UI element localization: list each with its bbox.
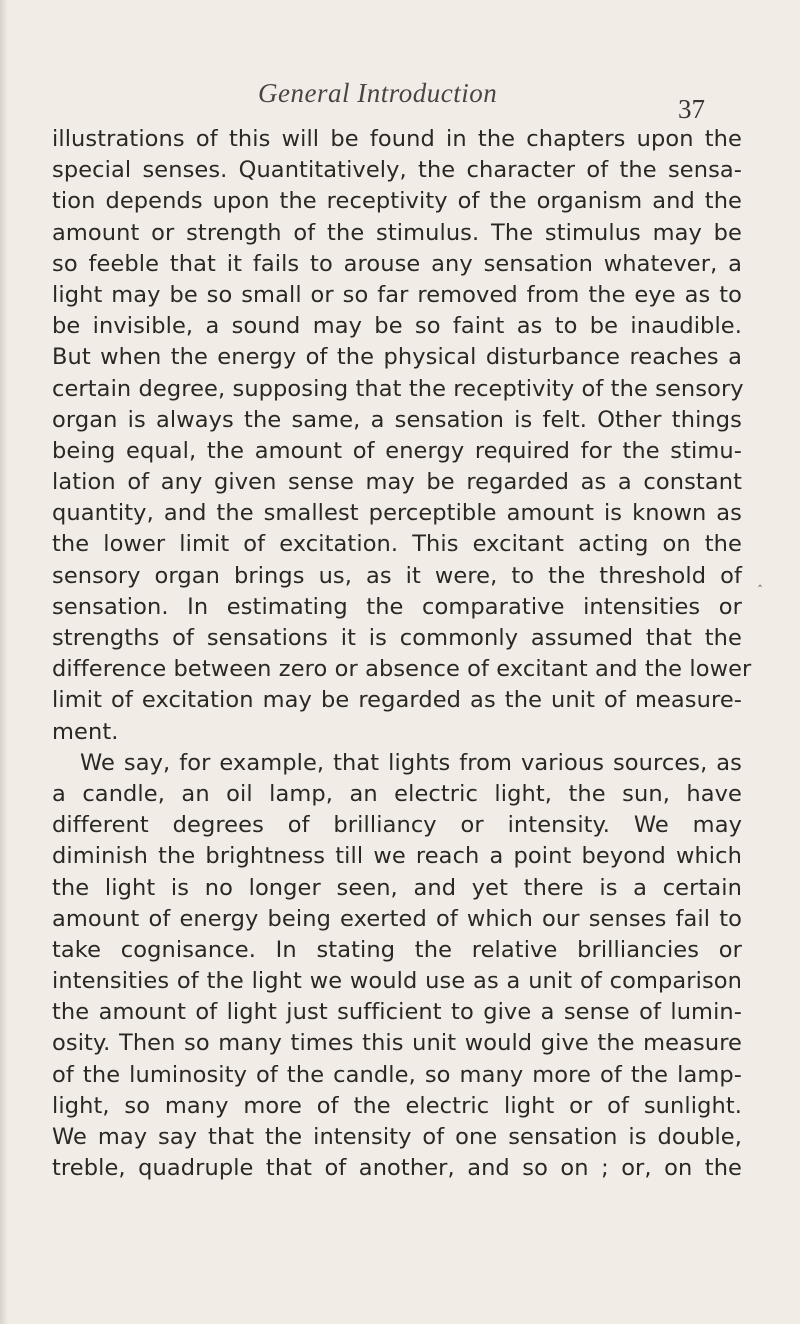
paragraph-1 bbox=[52, 124, 752, 748]
text-line: limit of excitation may be regarded as the unit of measure- bbox=[52, 687, 742, 714]
text-line: different degrees of brilliancy or intensity. We may bbox=[52, 812, 742, 839]
running-head: General Introduction bbox=[258, 78, 498, 108]
text-line: tion depends upon the receptivity of the organism and the bbox=[52, 188, 742, 215]
text-line: be invisible, a sound may be so faint as to be inaudible. bbox=[52, 313, 742, 340]
text-line: osity. Then so many times this unit would give the measure bbox=[52, 1030, 742, 1057]
text-line: treble, quadruple that of another, and so on ; or, on the bbox=[52, 1155, 742, 1182]
text-line: amount of energy being exerted of which our senses fail to bbox=[52, 905, 742, 932]
page-number: 37 bbox=[678, 94, 705, 124]
text-line: We may say that the intensity of one sensation is double, bbox=[52, 1124, 742, 1150]
text-line: certain degree, supposing that the receptivity of the sensory bbox=[52, 375, 744, 402]
text-line: the amount of light just sufficient to give a sense of lumin- bbox=[52, 999, 742, 1026]
text-line: special senses. Quantitatively, the character of the sensa- bbox=[52, 157, 742, 184]
text-line: intensities of the light we would use as a unit of comparison bbox=[52, 968, 742, 995]
text-line: sensory organ brings us, as it were, to the threshold of bbox=[52, 562, 742, 589]
text-line: difference between zero or absence of excitant and the lower bbox=[52, 656, 752, 683]
text-line: light may be so small or so far removed from the eye as to bbox=[52, 281, 742, 308]
page-gutter-shadow bbox=[0, 0, 8, 1324]
text-line: lation of any given sense may be regarded as a constant bbox=[52, 469, 742, 496]
text-line: quantity, and the smallest perceptible amount is known as bbox=[52, 500, 742, 527]
paragraph-2 bbox=[52, 748, 742, 1185]
text-line: the lower limit of excitation. This excitant acting on the bbox=[52, 531, 742, 558]
text-line: illustrations of this will be found in the chapters upon the bbox=[52, 126, 742, 152]
text-line: the light is no longer seen, and yet there is a certain bbox=[52, 874, 742, 901]
text-line: light, so many more of the electric light or of sunlight. bbox=[52, 1092, 742, 1119]
text-line: sensation. In estimating the comparative intensities or bbox=[52, 593, 742, 620]
text-line: so feeble that it fails to arouse any sensation whatever, a bbox=[52, 250, 742, 277]
text-line: We say, for example, that lights from various sources, as bbox=[80, 749, 742, 776]
body-text bbox=[52, 124, 752, 1184]
text-line: a candle, an oil lamp, an electric light, the sun, have bbox=[52, 780, 742, 807]
text-line: being equal, the amount of energy required for the stimu- bbox=[52, 437, 742, 464]
text-line: of the luminosity of the candle, so many more of the lamp- bbox=[52, 1061, 742, 1088]
text-line: take cognisance. In stating the relative brilliancies or bbox=[52, 936, 742, 963]
text-line: strengths of sensations it is commonly assumed that the bbox=[52, 625, 742, 651]
margin-mark: ‸ bbox=[758, 573, 763, 587]
text-line: But when the energy of the physical disturbance reaches a bbox=[52, 344, 742, 371]
text-line: amount or strength of the stimulus. The stimulus may be bbox=[52, 219, 742, 246]
text-line: diminish the brightness till we reach a point beyond which bbox=[52, 843, 742, 870]
text-line: organ is always the same, a sensation is felt. Other things bbox=[52, 406, 742, 433]
text-line: ment. bbox=[52, 718, 119, 745]
